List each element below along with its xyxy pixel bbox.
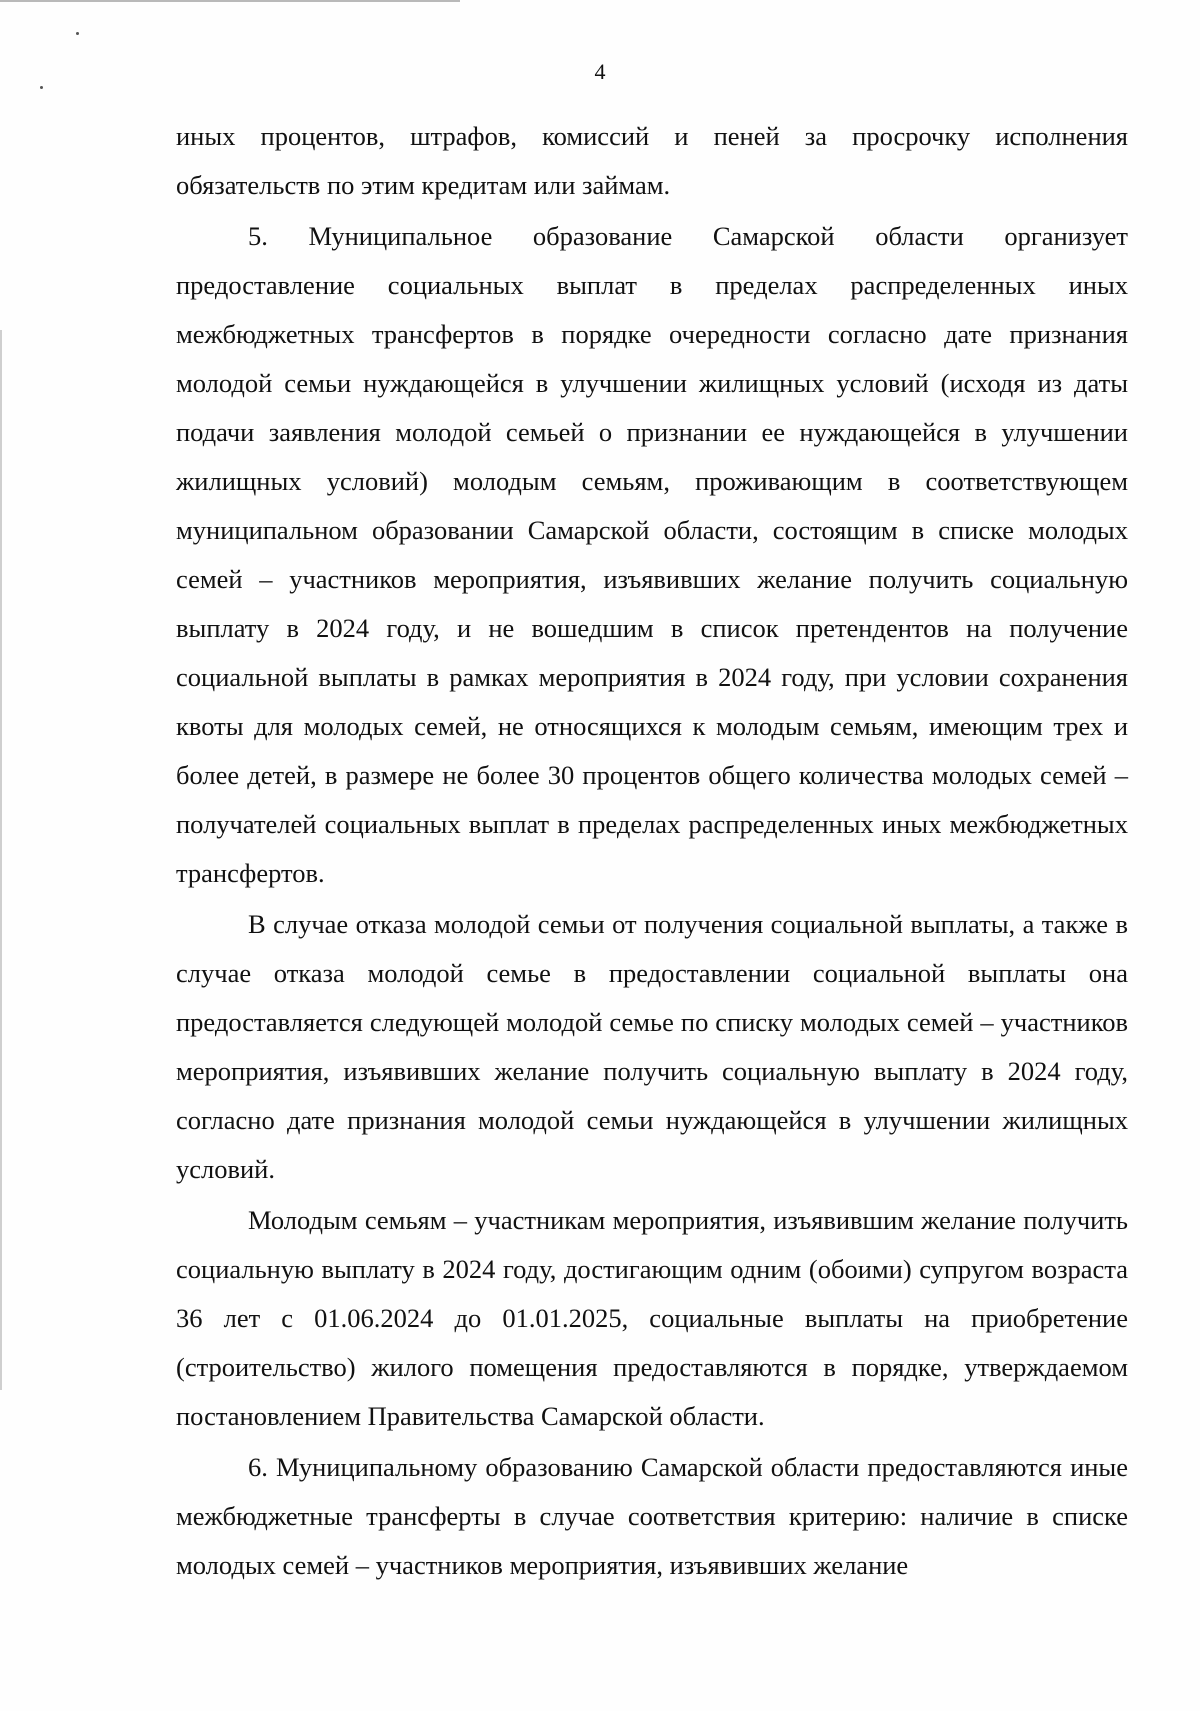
scan-left-edge (0, 330, 2, 1390)
paragraph-age-36: Молодым семьям – участникам мероприятия, изъявившим желание получить социальную выплату в 2024 году, достигающим одним (обоими) супругом возраста 36 лет с 01.06.2024 до 01.01.2025, социальные выплаты на приобретение (строительство) жилого помещения предоставляются в порядке, утверждаемом постановлением Правительства Самарской области. (176, 1205, 1128, 1431)
page-number: 4 (594, 59, 606, 84)
paragraph-item-5: 5. Муниципальное образование Самарской области организует предоставление социальных выплат в пределах распределенных иных межбюджетных трансфертов в порядке очередности согласно дате признания молодой семьи нуждающейся в улучшении жилищных условий (исходя из даты подачи заявления молодой семьей о признании ее нуждающейся в улучшении жилищных условий) молодым семьям, проживающим в соответствующем муниципальном образовании Самарской области, состоящим в списке молодых семей – участников мероприятия, изъявивших желание получить социальную выплату в 2024 году, и не вошедшим в список претендентов на получение социальной выплаты в рамках мероприятия в 2024 году, при условии сохранения квоты для молодых семей, не относящихся к молодым семьям, имеющим трех и более детей, в размере не более 30 процентов общего количества молодых семей – получателей социальных выплат в пределах распределенных иных межбюджетных трансфертов. (176, 221, 1128, 888)
paragraph-continuation: иных процентов, штрафов, комиссий и пеней за просрочку исполнения обязательств по этим кредитам или займам. (176, 121, 1128, 200)
scan-top-edge (0, 0, 460, 2)
document-body (176, 112, 1128, 1590)
scan-speck (40, 86, 43, 89)
paragraph-item-6: 6. Муниципальному образованию Самарской области предоставляются иные межбюджетные трансферты в случае соответствия критерию: наличие в списке молодых семей – участников мероприятия, изъявивших желание (176, 1452, 1128, 1580)
paragraph-refusal: В случае отказа молодой семьи от получения социальной выплаты, а также в случае отказа молодой семье в предоставлении социальной выплаты она предоставляется следующей молодой семье по списку молодых семей – участников мероприятия, изъявивших желание получить социальную выплату в 2024 году, согласно дате признания молодой семьи нуждающейся в улучшении жилищных условий. (176, 909, 1128, 1184)
scan-speck (76, 32, 79, 35)
